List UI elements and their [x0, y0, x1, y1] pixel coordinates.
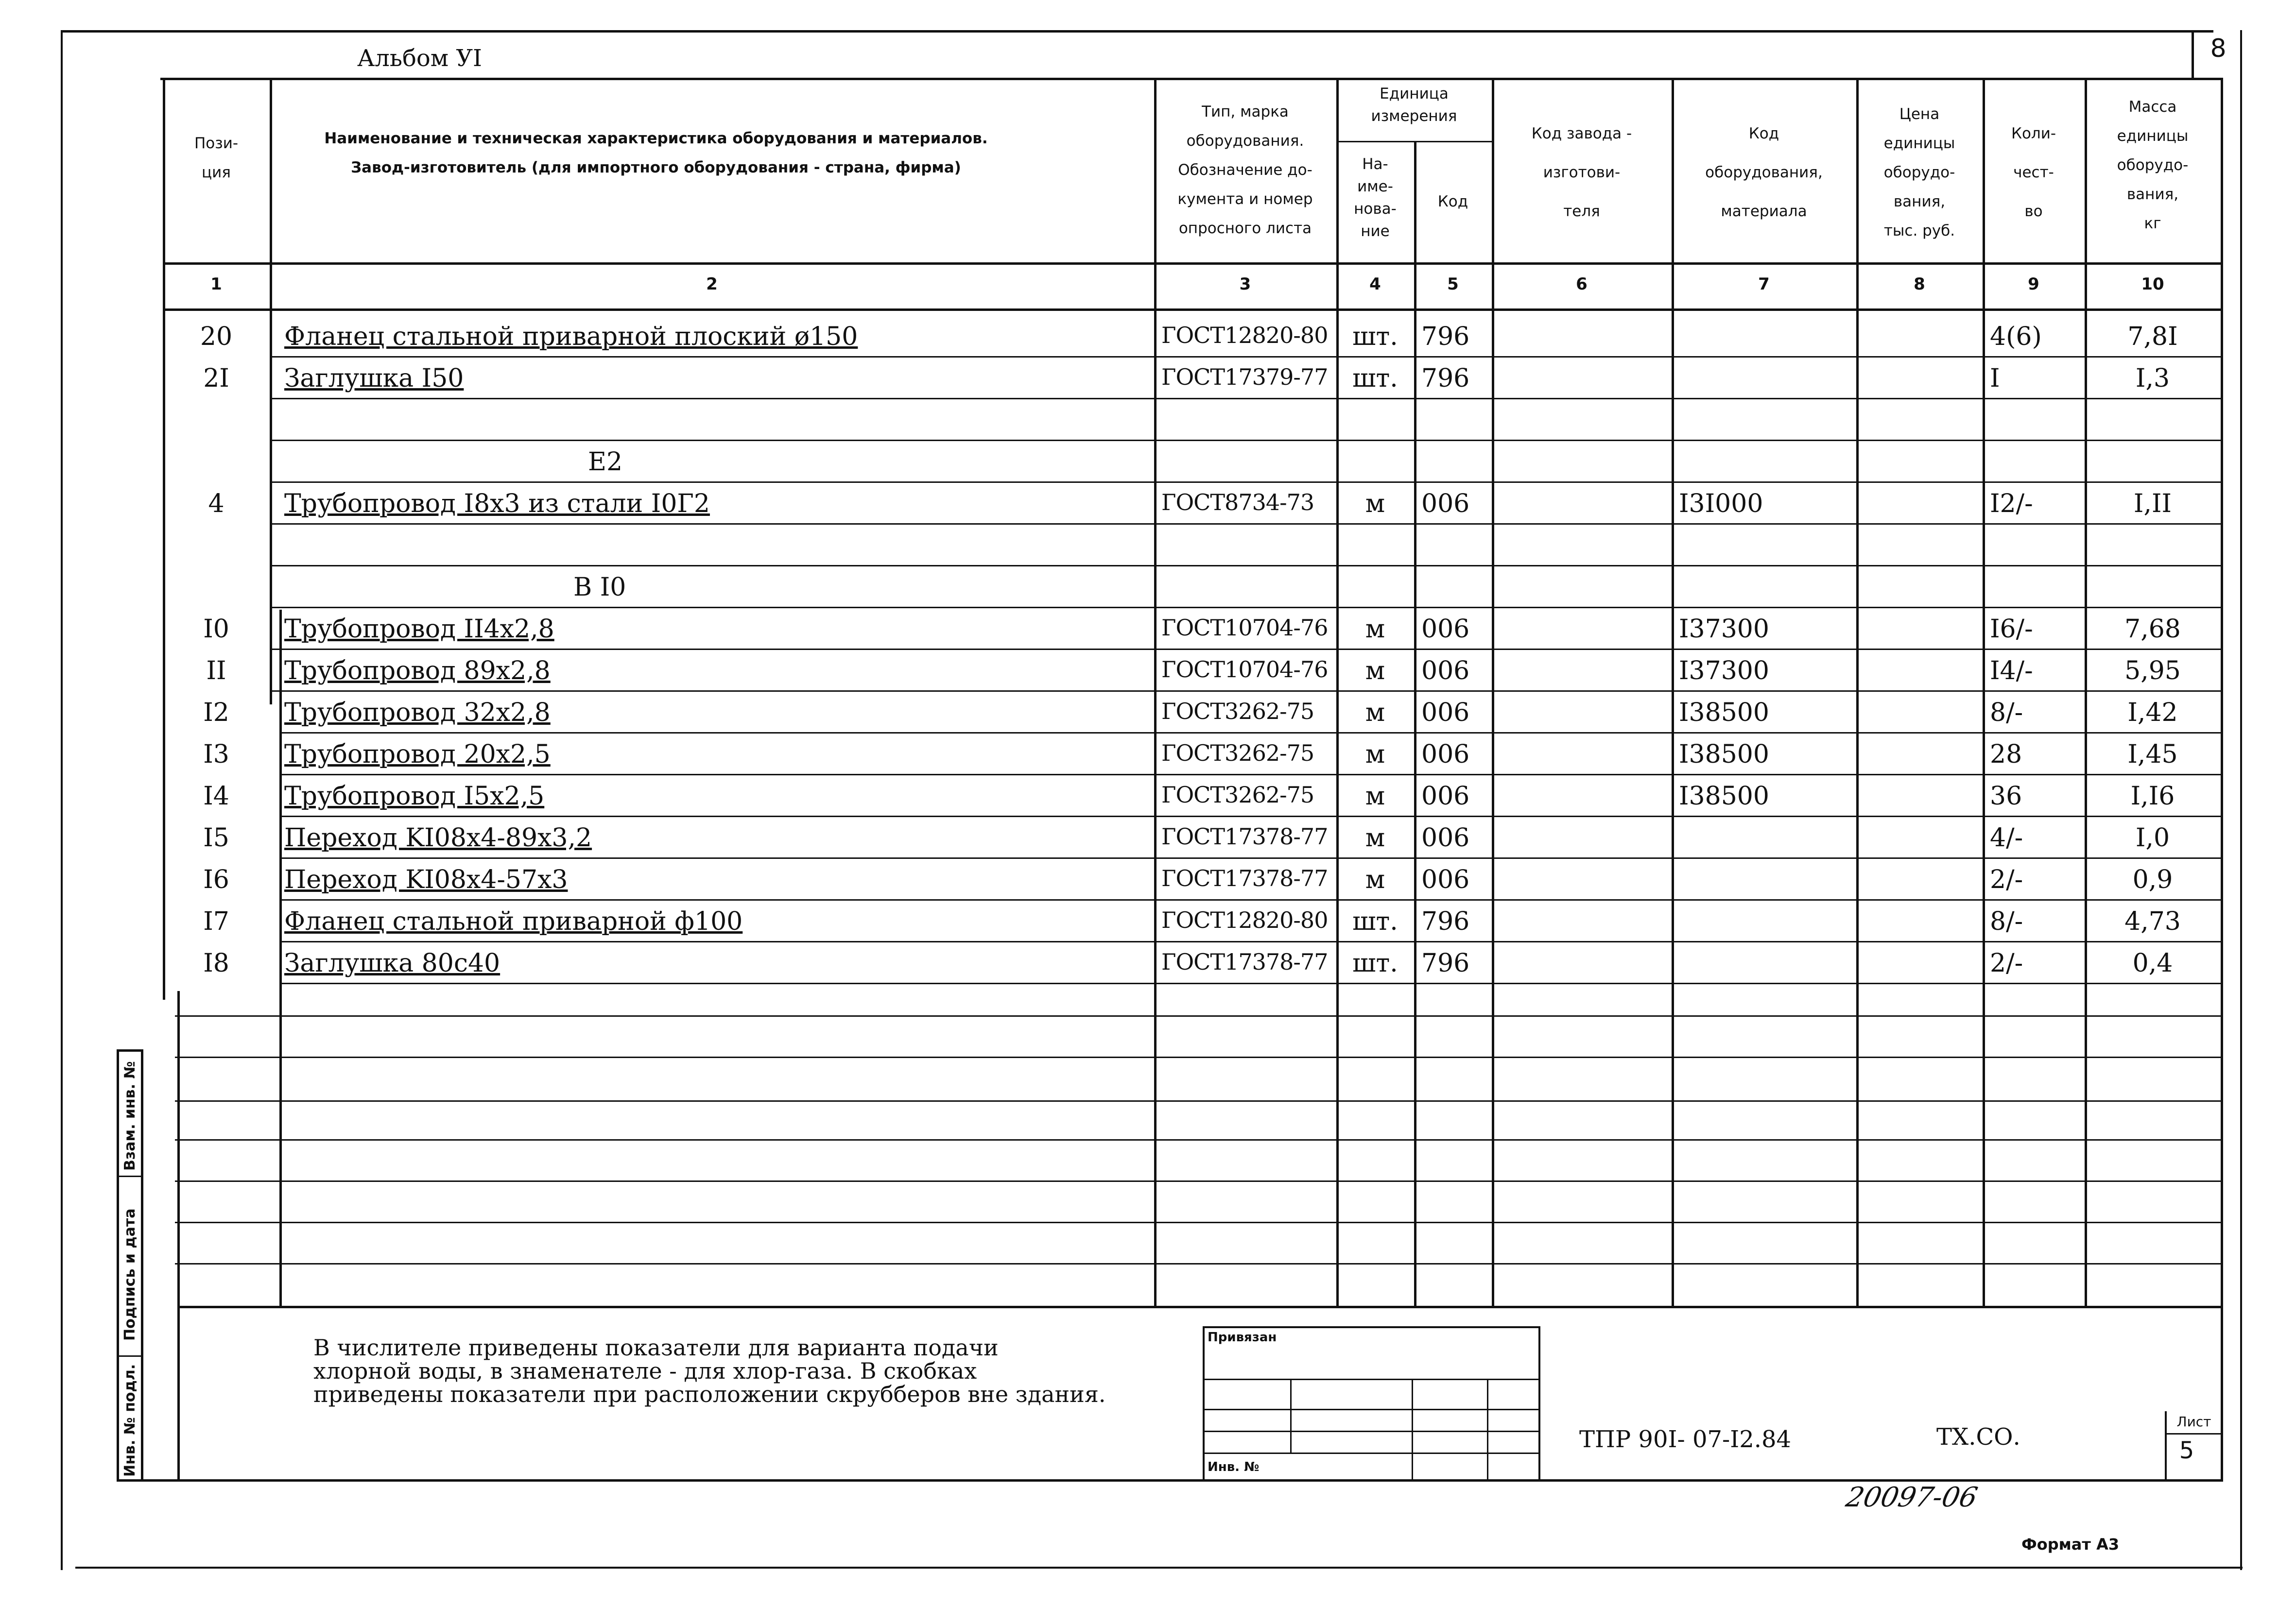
- cell-mass: 4,73: [2124, 907, 2181, 936]
- frame-bottom: [75, 1567, 2243, 1569]
- cell-qty: 8/-: [1990, 698, 2023, 727]
- header-unit: Единица измерения: [1371, 85, 1457, 125]
- cell-doc: ГОСТ10704-76: [1161, 656, 1328, 683]
- stamp-line-4: [1203, 1453, 1540, 1454]
- stamp-line-1: [1203, 1379, 1540, 1380]
- colnum-3: 3: [1239, 274, 1251, 294]
- side-top: [117, 1049, 143, 1052]
- cell-doc: ГОСТ17379-77: [1161, 364, 1328, 390]
- cell-pos: I3: [203, 740, 229, 769]
- cell-mass: I,3: [2135, 364, 2170, 393]
- format-label: Формат А3: [2021, 1535, 2120, 1554]
- grid-line: [175, 1180, 2221, 1182]
- side-col-right: [141, 1049, 143, 1482]
- colnum-4: 4: [1369, 274, 1381, 294]
- row-line: [279, 941, 2221, 942]
- row-line: [279, 983, 2221, 984]
- cell-doc: ГОСТ8734-73: [1161, 489, 1314, 515]
- cell-name: Заглушка I50: [284, 364, 464, 393]
- row-line: [270, 565, 2221, 566]
- cell-mcode: I3I000: [1679, 489, 1763, 518]
- colnum-7: 7: [1758, 274, 1770, 294]
- side-inv-podl: Инв. № подл.: [121, 1364, 138, 1477]
- cell-doc: ГОСТ12820-80: [1161, 322, 1328, 348]
- header-mass: Масса единицы оборудо- вания, кг: [2117, 98, 2189, 232]
- inv-no-label: Инв. №: [1208, 1460, 1260, 1474]
- cell-code: 006: [1421, 865, 1470, 894]
- cell-name: Трубопровод I5x2,5: [284, 782, 545, 811]
- header-name: Наименование и техническая характеристика оборудования и материалов. Завод-изготовитель (для импортного оборудования - страна, фирма): [324, 130, 988, 176]
- unit-split-line: [1336, 141, 1492, 142]
- cell-code: 006: [1421, 615, 1470, 644]
- cell-mcode: I37300: [1679, 615, 1769, 644]
- footnote: В числителе приведены показатели для варианта подачи хлорной воды, в знаменателе - для хлор-газа. В скобках приведены показатели при расположении скрубберов вне здания.: [313, 1334, 1106, 1407]
- cell-pos: 2I: [203, 364, 229, 393]
- table-right: [2221, 78, 2223, 1482]
- cell-doc: ГОСТ17378-77: [1161, 865, 1328, 891]
- header-code: Код оборудования, материала: [1705, 125, 1823, 220]
- page-number: 8: [2210, 34, 2227, 63]
- cell-mcode: I38500: [1679, 698, 1769, 727]
- row-line: [279, 816, 2221, 817]
- cell-pos: I0: [203, 615, 229, 644]
- colnum-1: 1: [210, 274, 222, 294]
- cell-unit: шт.: [1352, 322, 1398, 351]
- cell-pos: I6: [203, 865, 229, 894]
- cell-name: Трубопровод II4x2,8: [284, 615, 554, 644]
- header-type: Тип, марка оборудования. Обозначение до- кумента и номер опросного листа: [1177, 103, 1313, 237]
- cell-qty: I6/-: [1990, 615, 2033, 644]
- row-line: [279, 857, 2221, 859]
- cell-mass: 7,8I: [2127, 322, 2178, 351]
- section-heading: E2: [588, 447, 623, 477]
- cell-name: Заглушка 80с40: [284, 949, 501, 978]
- col-line-4: [1414, 141, 1416, 1307]
- cell-code: 006: [1421, 782, 1470, 811]
- cell-name: Переход KI08x4-57x3: [284, 865, 568, 894]
- cell-pos: 20: [200, 322, 233, 351]
- grid-line: [175, 1139, 2221, 1141]
- row-line: [279, 899, 2221, 901]
- cell-pos: I4: [203, 782, 229, 811]
- colnum-9: 9: [2028, 274, 2039, 294]
- cell-doc: ГОСТ3262-75: [1161, 782, 1314, 808]
- cell-code: 796: [1421, 949, 1470, 978]
- row-line: [270, 440, 2221, 441]
- cell-qty: 4/-: [1990, 823, 2023, 853]
- cell-code: 006: [1421, 489, 1470, 518]
- frame-right: [2240, 30, 2242, 1570]
- table-left: [163, 78, 165, 1000]
- stamp-line-3: [1203, 1431, 1540, 1432]
- cell-doc: ГОСТ17378-77: [1161, 823, 1328, 850]
- cell-name: Фланец стальной приварной ф100: [284, 907, 743, 936]
- album-title: Альбом УI: [357, 45, 483, 72]
- cell-pos: I8: [203, 949, 229, 978]
- cell-code: 796: [1421, 364, 1470, 393]
- table-left-lower: [177, 991, 180, 1482]
- colnum-2: 2: [706, 274, 718, 294]
- cell-unit: м: [1365, 740, 1385, 769]
- cell-pos: I7: [203, 907, 229, 936]
- cell-code: 006: [1421, 698, 1470, 727]
- frame-top-inner: [160, 78, 2221, 80]
- row-line: [279, 774, 2221, 775]
- cell-mass: I,I6: [2130, 782, 2175, 811]
- cell-mass: 7,68: [2124, 615, 2181, 644]
- side-div-1: [117, 1176, 143, 1177]
- cell-pos: II: [206, 656, 226, 685]
- cell-qty: I2/-: [1990, 489, 2033, 518]
- cell-qty: 8/-: [1990, 907, 2023, 936]
- cell-pos: I5: [203, 823, 229, 853]
- side-vzam: Взам. инв. №: [121, 1061, 138, 1171]
- grid-line: [175, 1222, 2221, 1223]
- colnum-bottom: [163, 308, 2221, 311]
- cell-code: 796: [1421, 322, 1470, 351]
- cell-mass: I,II: [2133, 489, 2172, 518]
- sheet-label: Лист: [2176, 1414, 2211, 1430]
- colnum-5: 5: [1447, 274, 1459, 294]
- cell-unit: м: [1365, 782, 1385, 811]
- cell-pos: I2: [203, 698, 229, 727]
- section-heading: В I0: [573, 573, 626, 602]
- sheet-box-split: [2165, 1433, 2221, 1435]
- grid-line: [175, 1100, 2221, 1102]
- cell-pos: 4: [208, 489, 224, 518]
- sheet-number: 5: [2179, 1437, 2194, 1464]
- cell-code: 006: [1421, 656, 1470, 685]
- bound-stamp: [1203, 1326, 1540, 1482]
- header-bottom: [163, 262, 2221, 265]
- cell-doc: ГОСТ10704-76: [1161, 615, 1328, 641]
- colnum-6: 6: [1576, 274, 1588, 294]
- cell-name: Фланец стальной приварной плоский ø150: [284, 322, 858, 351]
- header-unit-name: На- име- нова- ние: [1354, 155, 1397, 240]
- doc-code: ТПР 90I- 07-I2.84: [1579, 1426, 1792, 1453]
- cell-doc: ГОСТ3262-75: [1161, 740, 1314, 766]
- cell-mass: I,45: [2127, 740, 2178, 769]
- cell-doc: ГОСТ12820-80: [1161, 907, 1328, 933]
- cell-mass: I,0: [2135, 823, 2170, 853]
- cell-unit: м: [1365, 656, 1385, 685]
- frame-top: [61, 30, 2213, 33]
- cell-qty: 2/-: [1990, 865, 2023, 894]
- stamp-vline-3: [1487, 1379, 1488, 1481]
- bound-label: Привязан: [1208, 1330, 1277, 1345]
- col-line-2b: [279, 610, 282, 1307]
- cell-code: 006: [1421, 823, 1470, 853]
- cell-qty: I4/-: [1990, 656, 2033, 685]
- row-line: [270, 398, 2221, 399]
- cell-mass: 5,95: [2124, 656, 2181, 685]
- row-line: [270, 356, 2221, 358]
- header-maker: Код завода - изготови- теля: [1531, 125, 1632, 220]
- row-line: [270, 481, 2221, 483]
- cell-code: 006: [1421, 740, 1470, 769]
- cell-doc: ГОСТ17378-77: [1161, 949, 1328, 975]
- side-col-left: [117, 1049, 119, 1482]
- table-bottom: [180, 1306, 2221, 1308]
- colnum-10: 10: [2141, 274, 2164, 294]
- cell-unit: м: [1365, 865, 1385, 894]
- side-div-2: [117, 1355, 143, 1357]
- cell-mass: 0,4: [2132, 949, 2173, 978]
- cell-mcode: I37300: [1679, 656, 1769, 685]
- handwritten-number: 20097-06: [1843, 1482, 1981, 1513]
- header-price: Цена единицы оборудо- вания, тыс. руб.: [1883, 105, 1955, 239]
- cell-unit: шт.: [1352, 949, 1398, 978]
- cell-qty: 4(6): [1990, 322, 2042, 351]
- row-line: [270, 607, 2221, 608]
- cell-name: Трубопровод 20x2,5: [284, 740, 551, 769]
- cell-unit: м: [1365, 823, 1385, 853]
- stamp-line-2: [1203, 1409, 1540, 1410]
- grid-line: [175, 1057, 2221, 1058]
- cell-mcode: I38500: [1679, 740, 1769, 769]
- cell-qty: 2/-: [1990, 949, 2023, 978]
- cell-unit: м: [1365, 615, 1385, 644]
- row-line: [270, 523, 2221, 525]
- doc-mark: ТХ.СО.: [1936, 1423, 2020, 1451]
- side-podpis: Подпись и дата: [121, 1208, 138, 1341]
- row-line: [270, 690, 2221, 692]
- page-box-left: [2192, 30, 2194, 79]
- cell-mass: 0,9: [2132, 865, 2173, 894]
- cell-name: Переход KI08x4-89x3,2: [284, 823, 592, 853]
- cell-unit: шт.: [1352, 364, 1398, 393]
- cell-doc: ГОСТ3262-75: [1161, 698, 1314, 724]
- cell-name: Трубопровод 32x2,8: [284, 698, 551, 727]
- cell-name: Трубопровод 89x2,8: [284, 656, 551, 685]
- cell-unit: м: [1365, 698, 1385, 727]
- header-unit-code: Код: [1437, 193, 1468, 210]
- grid-line: [175, 1015, 2221, 1017]
- row-line: [279, 732, 2221, 734]
- header-pos: Пози- ция: [194, 135, 239, 181]
- frame-left: [61, 30, 63, 1570]
- colnum-8: 8: [1914, 274, 1925, 294]
- grid-line: [175, 1263, 2221, 1265]
- cell-name: Трубопровод I8x3 из стали I0Г2: [284, 489, 710, 518]
- cell-qty: 28: [1990, 740, 2022, 769]
- header-qty: Коли- чест- во: [2011, 125, 2056, 220]
- stamp-vline-1: [1290, 1379, 1292, 1453]
- cell-mass: I,42: [2127, 698, 2178, 727]
- cell-unit: шт.: [1352, 907, 1398, 936]
- cell-qty: 36: [1990, 782, 2022, 811]
- cell-code: 796: [1421, 907, 1470, 936]
- row-line: [270, 649, 2221, 650]
- cell-qty: I: [1990, 364, 2000, 393]
- stamp-vline-2: [1412, 1379, 1413, 1481]
- cell-unit: м: [1365, 489, 1385, 518]
- cell-mcode: I38500: [1679, 782, 1769, 811]
